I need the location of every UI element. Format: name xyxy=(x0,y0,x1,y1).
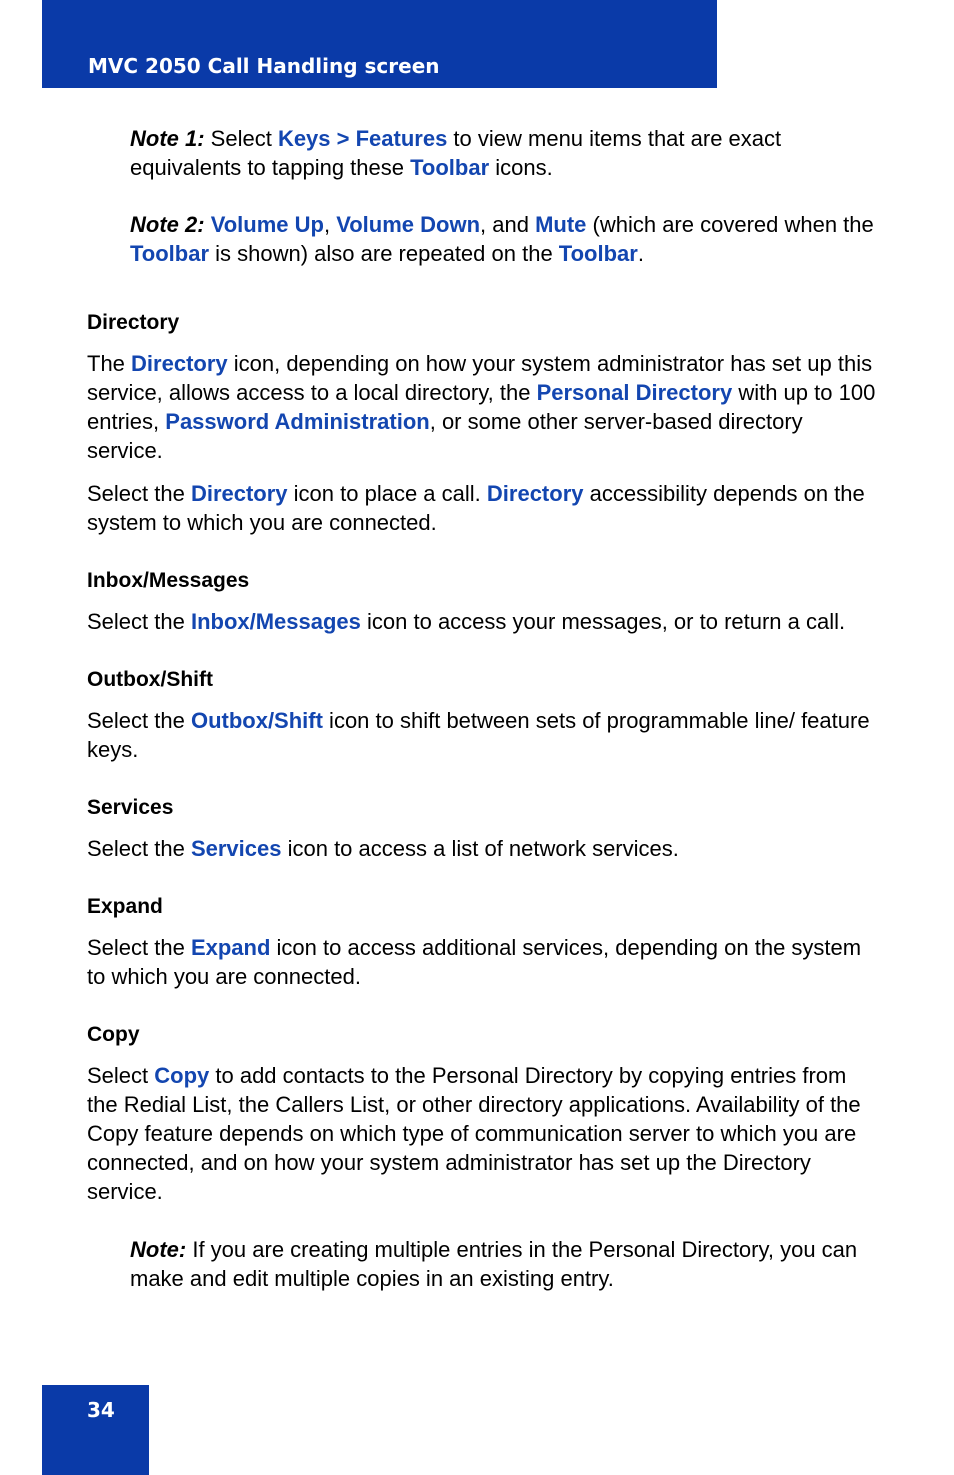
paragraph-text: , or some other server-based directory service. xyxy=(87,409,803,463)
outbox-paragraph xyxy=(87,706,877,764)
keyword-directory: Directory xyxy=(131,351,228,376)
keyword-expand: Expand xyxy=(190,935,271,960)
directory-paragraph-2 xyxy=(87,479,877,537)
keyword-mute: Mute xyxy=(535,212,587,237)
note-text: . xyxy=(637,241,644,266)
note-1 xyxy=(130,124,877,182)
keyword-volume-down: Volume Down xyxy=(336,212,481,237)
paragraph-text: Select xyxy=(87,1063,155,1088)
note-text: , and xyxy=(480,212,536,237)
keyword-toolbar: Toolbar xyxy=(130,241,210,266)
paragraph-text: icon to access additional services, depending on the system to which you are connected. xyxy=(87,935,862,989)
note-text: (which are covered when the xyxy=(586,212,874,237)
paragraph-text: icon to place a call. xyxy=(287,481,487,506)
paragraph-text: Select the xyxy=(87,935,191,960)
paragraph-text: icon to access a list of network services. xyxy=(281,836,679,861)
paragraph-text: Select the xyxy=(87,609,191,634)
section-heading-outbox: Outbox/Shift xyxy=(87,668,213,691)
keyword-inbox-messages: Inbox/Messages xyxy=(190,609,361,634)
section-heading-copy: Copy xyxy=(87,1023,140,1046)
note-text: to view menu items that are exact equivalents to tapping these xyxy=(130,126,782,180)
header-bar xyxy=(42,0,717,88)
paragraph-text: icon to shift between sets of programmable line/ feature keys. xyxy=(87,708,870,762)
paragraph-text: icon to access your messages, or to return a call. xyxy=(360,609,846,634)
paragraph-text: accessibility depends on the system to which you are connected. xyxy=(87,481,865,535)
paragraph-text: The xyxy=(87,351,132,376)
note-label: Note 2: xyxy=(130,212,205,237)
section-heading-expand: Expand xyxy=(87,895,163,918)
keyword-volume-up: Volume Up xyxy=(210,212,324,237)
page-header-title: MVC 2050 Call Handling screen xyxy=(88,54,440,78)
keyword-personal-directory: Personal Directory xyxy=(536,380,733,405)
expand-paragraph xyxy=(87,933,877,991)
section-heading-services: Services xyxy=(87,796,174,819)
note-3 xyxy=(130,1235,877,1293)
keyword-toolbar: Toolbar xyxy=(410,155,490,180)
section-heading-directory: Directory xyxy=(87,311,180,334)
note-text: icons. xyxy=(489,155,553,180)
paragraph-text: Select the xyxy=(87,481,191,506)
note-label: Note 1: xyxy=(130,126,205,151)
keyword-services: Services xyxy=(190,836,282,861)
page-number-tab xyxy=(42,1385,149,1475)
note-text: Select xyxy=(204,126,278,151)
paragraph-text: with up to 100 entries, xyxy=(87,380,876,434)
keyword-directory: Directory xyxy=(486,481,584,506)
note-label: Note: xyxy=(130,1237,187,1262)
services-paragraph xyxy=(87,834,877,863)
keyword-toolbar: Toolbar xyxy=(558,241,638,266)
note-2 xyxy=(130,210,877,268)
copy-paragraph xyxy=(87,1061,877,1206)
paragraph-text: Select the xyxy=(87,836,191,861)
keyword-copy: Copy xyxy=(154,1063,210,1088)
section-heading-inbox: Inbox/Messages xyxy=(87,569,250,592)
keyword-outbox-shift: Outbox/Shift xyxy=(190,708,323,733)
paragraph-text: Select the xyxy=(87,708,191,733)
keyword-password-administration: Password Administration xyxy=(165,409,430,434)
page-content xyxy=(87,124,877,1321)
paragraph-text: to add contacts to the Personal Directory by copying entries from the Redial List, the Callers List, or other directory applications. Availability of the Copy feature depends on which type of communication server to which you are connected, and on how your system administrator has set up the Directory service. xyxy=(87,1063,861,1204)
keyword-keys-features: Keys > Features xyxy=(277,126,448,151)
inbox-paragraph xyxy=(87,607,877,636)
paragraph-text: icon, depending on how your system administrator has set up this service, allows access to a local directory, the xyxy=(87,351,873,405)
page-number: 34 xyxy=(87,1398,115,1422)
note-text: is shown) also are repeated on the xyxy=(209,241,559,266)
note-text: , xyxy=(323,212,337,237)
keyword-directory: Directory xyxy=(190,481,288,506)
directory-paragraph-1 xyxy=(87,349,877,465)
note-text: If you are creating multiple entries in the Personal Directory, you can make and edit multiple copies in an existing entry. xyxy=(130,1237,858,1291)
